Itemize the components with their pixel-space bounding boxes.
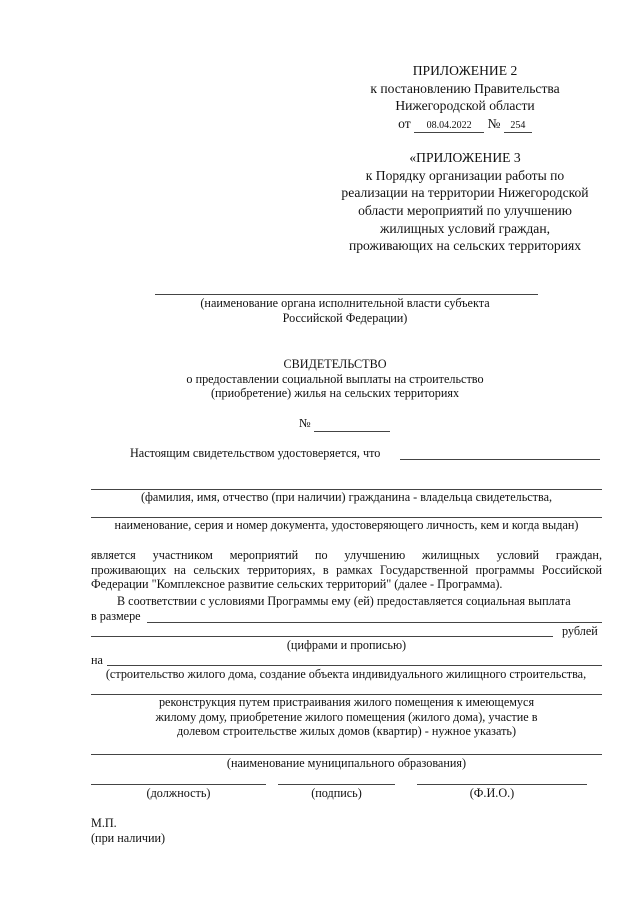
rubles-label: рублей [562, 624, 598, 638]
appendix2-line1: к постановлению Правительства [370, 80, 560, 96]
amount-line-2 [91, 636, 553, 637]
appendix3-line1: к Порядку организации работы по [365, 167, 565, 183]
paragraph-2-line1: В соответствии с условиями Программы ему (ей) предоставляется социальная выплата [117, 594, 571, 608]
paragraph-1-line1: является участником мероприятий по улучшению жилищных условий граждан, [91, 548, 602, 562]
stamp-block [91, 816, 165, 845]
appendix2-line2: Нижегородской области [395, 98, 535, 114]
paragraph-1 [91, 548, 602, 592]
authority-line [155, 294, 538, 295]
number-label: № [487, 116, 501, 132]
certificate-number-row [299, 416, 390, 432]
appendix2-date-row [330, 115, 600, 133]
appendix2-title: ПРИЛОЖЕНИЕ 2 [412, 63, 518, 78]
certificate-subtitle1: о предоставлении социальной выплаты на строительство [186, 371, 484, 386]
certify-text: Настоящим свидетельством удостоверяется, что [130, 446, 381, 460]
stamp-label: М.П. [91, 816, 117, 830]
paragraph-1-line2: проживающих на сельских территориях, в рамках Государственной программы Российской [91, 562, 602, 577]
municipality-caption: (наименование муниципального образования) [226, 756, 467, 770]
appendix3-line4: жилищных условий граждан, [380, 220, 550, 236]
paragraph-2-line2: в размере [91, 609, 141, 623]
holder-line [400, 459, 600, 460]
appendix3-title: «ПРИЛОЖЕНИЕ 3 [409, 150, 521, 165]
doc-caption: наименование, серия и номер документа, удостоверяющего личность, кем и когда выдан) [114, 518, 579, 532]
decree-number-value: 254 [510, 120, 526, 132]
from-label: от [398, 116, 411, 132]
decree-number [504, 119, 532, 133]
purpose-caption-1: (строительство жилого дома, создание объекта индивидуального жилищного строительства, [105, 667, 587, 681]
authority-caption [140, 296, 550, 325]
amount-caption: (цифрами и прописью) [286, 638, 407, 652]
amount-line-1 [147, 622, 602, 623]
name-line [417, 784, 587, 785]
signature-line [278, 784, 395, 785]
fio-caption: (фамилия, имя, отчество (при наличии) гражданина - владельца свидетельства, [140, 490, 553, 504]
na-label: на [91, 653, 103, 667]
appendix3-line3: области мероприятий по улучшению [358, 203, 572, 219]
decree-date [414, 119, 484, 133]
name-caption: (Ф.И.О.) [469, 786, 515, 800]
certificate-title: СВИДЕТЕЛЬСТВО [283, 357, 387, 371]
purpose-caption-4: долевом строительстве жилых домов (квартир) - нужное указать) [176, 724, 517, 739]
paragraph-1-line3: Федерации "Комплексное развитие сельских территорий" (далее - Программа). [91, 577, 503, 592]
appendix3-line5: проживающих на сельских территориях [348, 238, 582, 254]
purpose-line-1 [107, 665, 602, 666]
purpose-caption-rest [91, 695, 602, 739]
authority-caption-line1: (наименование органа исполнительной власти субъекта [200, 296, 490, 310]
appendix3-line2: реализации на территории Нижегородской [341, 185, 589, 201]
appendix3-block [300, 149, 630, 255]
signature-caption: (подпись) [311, 786, 362, 800]
certificate-number-field [314, 416, 390, 432]
decree-date-value: 08.04.2022 [426, 120, 472, 132]
appendix2-block [330, 62, 600, 133]
authority-caption-line2: Российской Федерации) [282, 310, 408, 325]
certificate-subtitle2: (приобретение) жилья на сельских территориях [210, 386, 460, 401]
purpose-caption-2: реконструкция путем пристраивания жилого помещения к имеющемуся [158, 695, 535, 709]
position-caption: (должность) [146, 786, 211, 800]
certificate-number-label: № [299, 416, 311, 430]
purpose-caption-3: жилому дому, приобретение жилого помещения (жилого дома), участие в [155, 709, 538, 724]
certificate-heading [140, 357, 530, 401]
municipality-line [91, 754, 602, 755]
position-line [91, 784, 266, 785]
stamp-note: (при наличии) [91, 830, 166, 845]
